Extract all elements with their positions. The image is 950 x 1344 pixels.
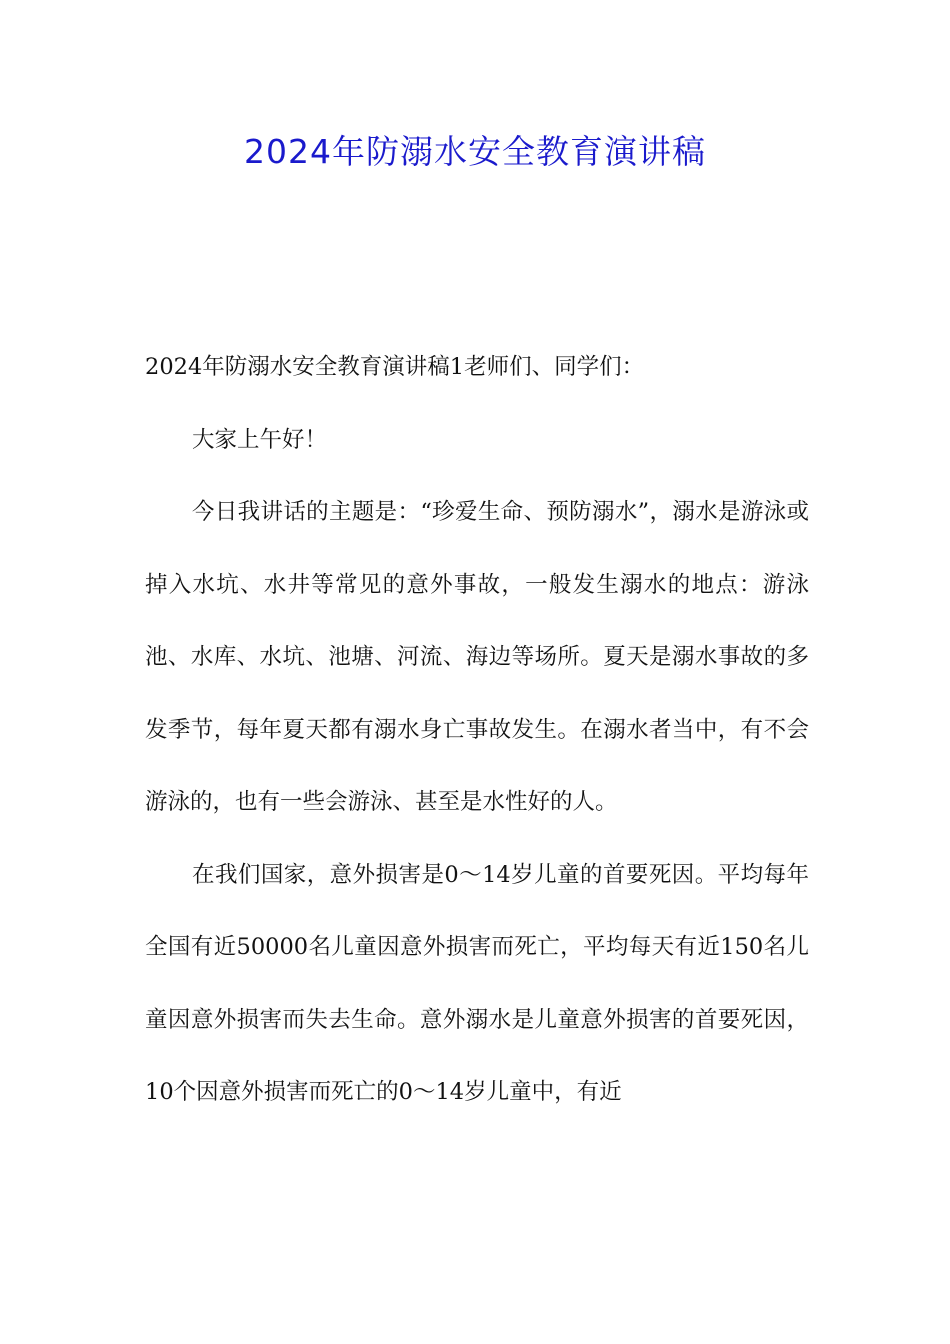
paragraph-greeting-line: 2024年防溺水安全教育演讲稿1老师们、同学们： xyxy=(145,354,645,380)
paragraph-topic: 今日我讲话的主题是：“珍爱生命、预防溺水”，溺水是游泳或掉入水坑、水井等常见的意外事故，一般发生溺水的地点：游泳池、水库、水坑、池塘、河流、海边等场所。夏天是溺水事故的多发季节，每年夏天都有溺水身亡事故发生。在溺水者当中，有不会游泳的，也有一些会游泳、甚至是水性好的人。 xyxy=(145,499,809,815)
document-title: 2024年防溺水安全教育演讲稿 xyxy=(244,132,706,171)
document-body xyxy=(145,331,809,1129)
paragraph-salutation: 大家上午好！ xyxy=(192,426,328,453)
paragraph-statistics: 在我们国家，意外损害是0～14岁儿童的首要死因。平均每年全国有近50000名儿童因意外损害而死亡，平均每天有近150名儿童因意外损害而失去生命。意外溺水是儿童意外损害的首要死因，10个因意外损害而死亡的0～14岁儿童中，有近 xyxy=(145,861,809,1105)
